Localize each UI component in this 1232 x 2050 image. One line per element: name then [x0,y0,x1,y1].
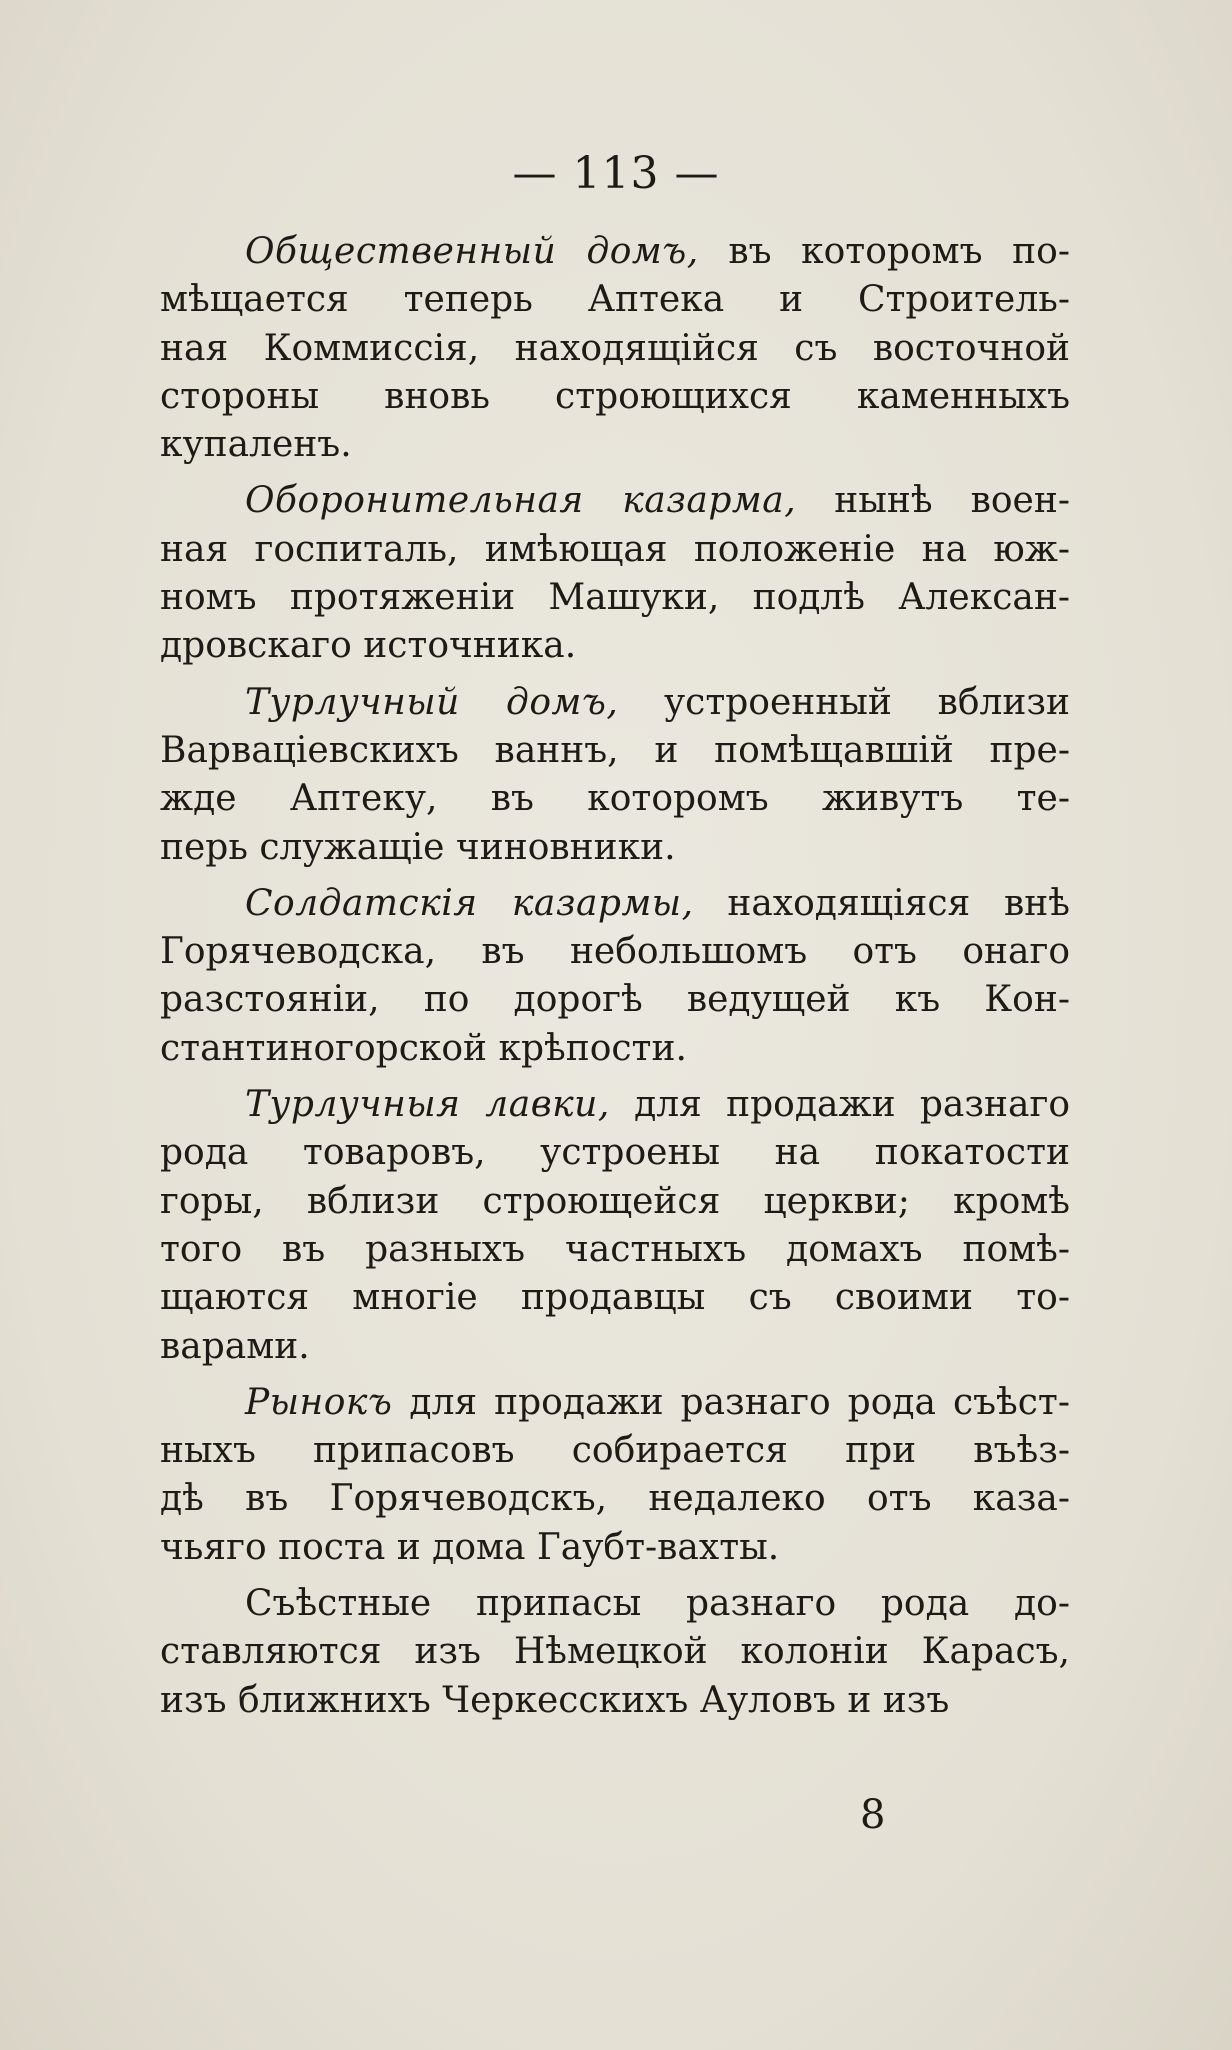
line-text: находящіяся внѣ [693,882,1070,924]
line-text: щаются многіе продавцы съ своими то- [160,1277,1070,1319]
text-line [160,1081,1070,1129]
paragraph [160,477,1070,670]
text-line [160,1129,1070,1177]
text-line [160,880,1070,928]
text-line [160,1677,1070,1725]
signature-mark: 8 [860,1792,886,1838]
text-line [160,1475,1070,1523]
text-line [160,1226,1070,1274]
text-line [160,1025,1070,1073]
line-text: дровскаго источника. [160,625,577,667]
line-text: горы, вблизи строющейся церкви; кромѣ [160,1180,1070,1222]
text-line [160,679,1070,727]
text-line [160,824,1070,872]
italic-heading: Рынокъ [245,1381,393,1423]
italic-heading: Общественный домъ, [245,231,699,272]
text-line [160,1379,1070,1427]
line-text: ная Коммиссія, находящійся съ восточной [160,327,1070,369]
line-text: Съѣстные припасы разнаго рода до- [245,1583,1070,1625]
paragraph [160,1379,1070,1572]
line-text: въ которомъ по- [698,231,1070,272]
line-text: ная госпиталь, имѣющая положеніе на юж- [160,528,1070,570]
text-line [160,477,1070,525]
line-text: нынѣ воен- [796,480,1070,522]
line-text: чьяго поста и дома Гаубт-вахты. [160,1526,780,1568]
line-text: Горячеводска, въ небольшомъ отъ онаго [160,931,1070,973]
line-text: стантиногорской крѣпости. [160,1027,687,1069]
line-text: номъ протяженіи Машуки, подлѣ Алексан- [160,577,1070,619]
line-text: купаленъ. [160,424,352,466]
text-line [160,928,1070,976]
text-line [160,622,1070,670]
italic-heading: Турлучный домъ, [245,681,619,723]
text-line [160,325,1070,373]
paragraph [160,1081,1070,1371]
text-line [160,421,1070,469]
text-line [160,1427,1070,1475]
line-text: для продажи разнаго рода съѣст- [392,1381,1070,1423]
text-line [160,727,1070,775]
line-text: рода товаровъ, устроены на покатости [160,1132,1070,1174]
text-line [160,526,1070,574]
page-number: — 113 — [512,148,720,199]
text-line [160,1628,1070,1676]
text-line [160,574,1070,622]
line-text: ныхъ припасовъ собирается при въѣз- [160,1430,1070,1472]
paragraph [160,228,1070,469]
line-text: перь служащіе чиновники. [160,826,676,868]
text-line [160,976,1070,1024]
paragraph [160,679,1070,872]
line-text: изъ ближнихъ Черкесскихъ Ауловъ и изъ [160,1679,950,1721]
text-line [160,1580,1070,1628]
text-line [160,1274,1070,1322]
italic-heading: Турлучныя лавки, [245,1084,610,1126]
text-line [160,373,1070,421]
line-text: дѣ въ Горячеводскъ, недалеко отъ каза- [160,1478,1070,1520]
line-text: варами. [160,1325,310,1367]
line-text: ставляются изъ Нѣмецкой колоніи Карасъ, [160,1631,1070,1673]
line-text: стороны вновь строющихся каменныхъ [160,375,1070,417]
text-line [160,276,1070,324]
text-line [160,228,1070,276]
italic-heading: Солдатскія казармы, [245,882,694,924]
text-line [160,1178,1070,1226]
line-text: Варваціевскихъ ваннъ, и помѣщавшій пре- [160,729,1070,771]
line-text: мѣщается теперь Аптека и Строитель- [160,279,1070,321]
italic-heading: Оборонительная казарма, [245,480,797,522]
text-line [160,775,1070,823]
text-line [160,1323,1070,1371]
paragraph [160,880,1070,1073]
line-text: разстояніи, по дорогѣ ведущей къ Кон- [160,979,1070,1021]
line-text: того въ разныхъ частныхъ домахъ помѣ- [160,1228,1070,1270]
text-line [160,1524,1070,1572]
paragraph [160,1580,1070,1725]
line-text: устроенный вблизи [618,681,1070,723]
line-text: для продажи разнаго [609,1084,1070,1126]
line-text: жде Аптеку, въ которомъ живутъ те- [160,778,1070,820]
body-text [160,228,1070,1733]
